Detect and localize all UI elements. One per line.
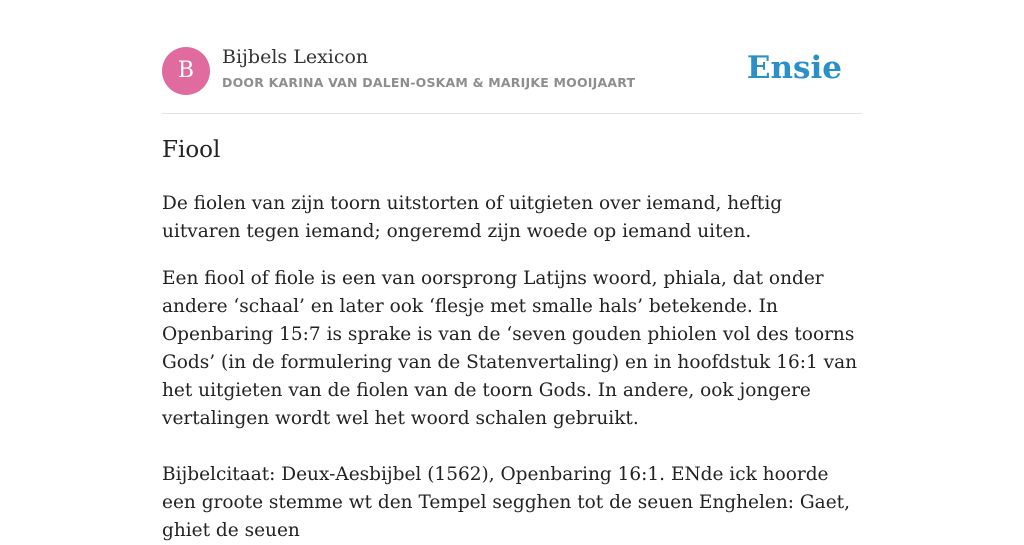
entry-title: Fiool	[162, 137, 221, 163]
article-container	[162, 0, 862, 541]
definition-paragraph: De fiolen van zijn toorn uitstorten of uitgieten over iemand, heftig uitvaren tegen iemand; ongeremd zijn woede op iemand uiten.	[162, 193, 783, 242]
explanation-paragraph: Een fiool of fiole is een van oorsprong Latijns woord, phiala, dat onder andere ‘schaal’ en later ook ‘flesje met smalle hals’ betekende. In Openbaring 15:7 is sprake is van de ‘seven gouden phiolen vol des toorns Gods’ (in de formulering van de Statenvertaling) en in hoofdstuk 16:1 van het uitgieten van de fiolen van de toorn Gods. In andere, ook jongere vertalingen wordt wel het woord schalen gebruikt.	[162, 268, 858, 429]
source-header	[162, 0, 862, 114]
ensie-logo[interactable]: Ensie	[746, 50, 842, 86]
source-title-link[interactable]: Bijbels Lexicon	[222, 46, 369, 68]
source-avatar[interactable]: B	[162, 47, 210, 95]
bible-quote-paragraph: Bijbelcitaat: Deux-Aesbijbel (1562), Openbaring 16:1. ENde ick hoorde een groote stemme wt den Tempel segghen tot de seuen Enghelen: Gaet, ghiet de seuen	[162, 464, 850, 541]
source-authors: DOOR KARINA VAN DALEN-OSKAM & MARIJKE MOOIJAART	[222, 75, 636, 90]
